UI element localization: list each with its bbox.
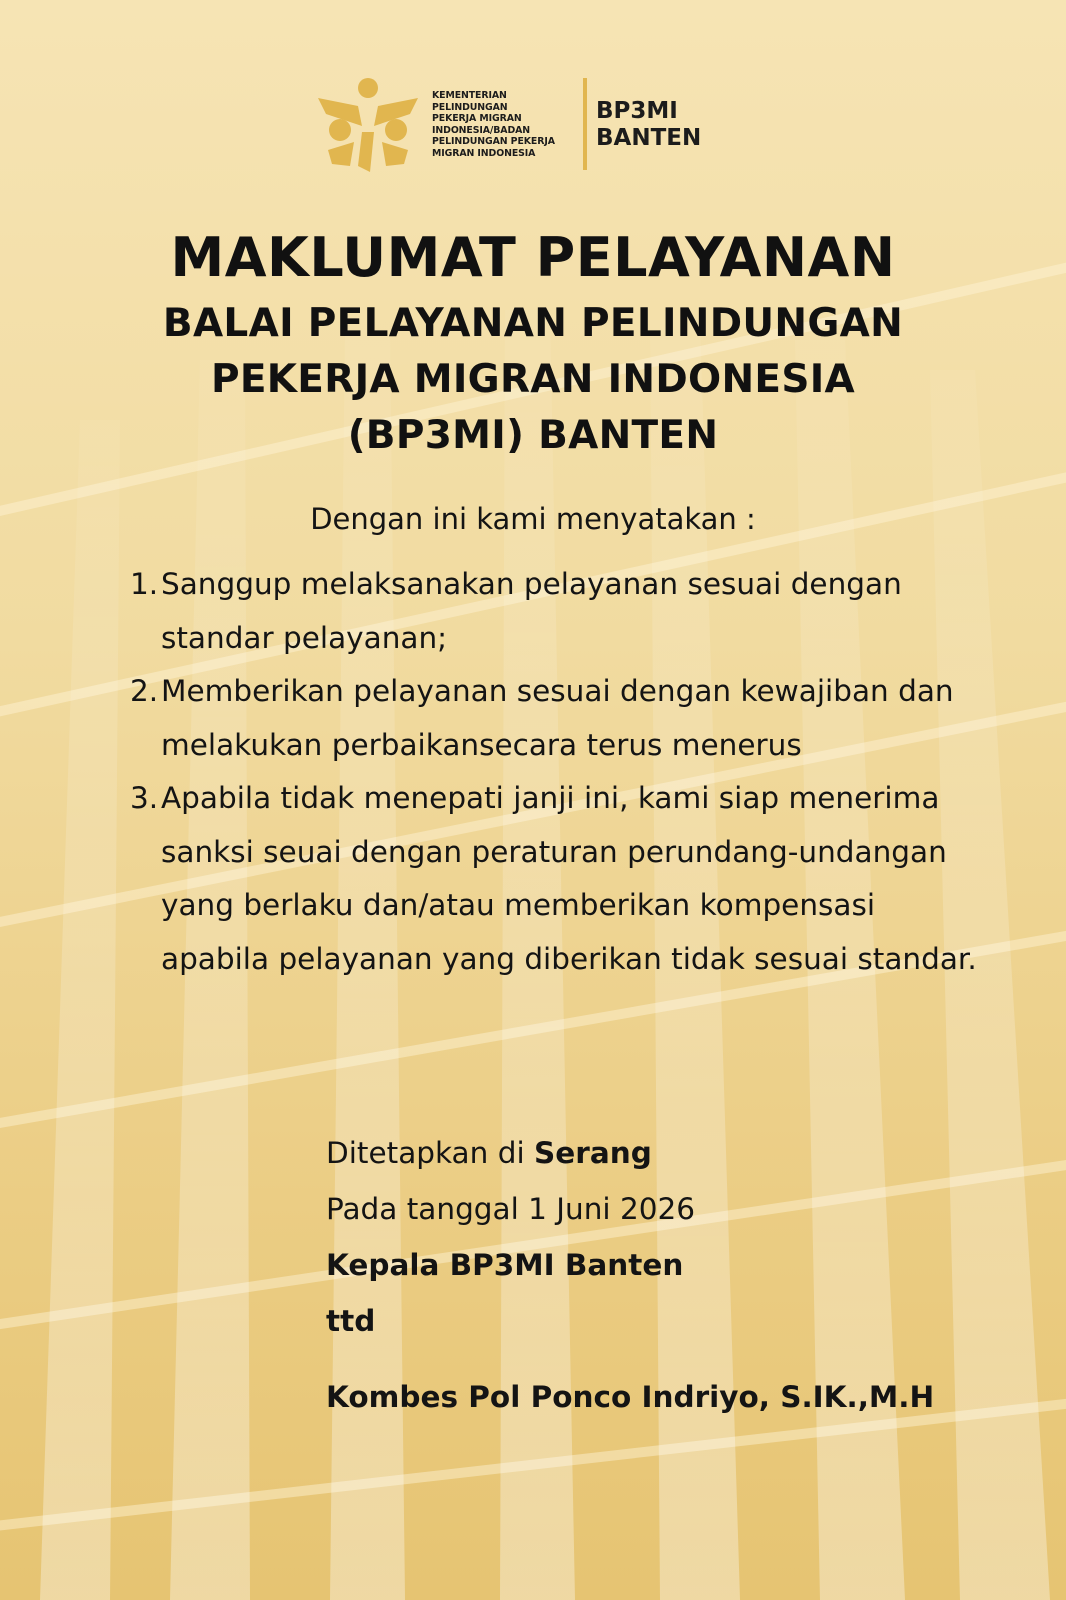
ministry-line: PELINDUNGAN bbox=[432, 101, 508, 113]
signatory-position: Kepala BP3MI Banten bbox=[326, 1248, 684, 1282]
signatory-name: Kombes Pol Ponco Indriyo, S.IK.,M.H bbox=[326, 1380, 935, 1414]
agency-line: BANTEN bbox=[596, 125, 702, 151]
place-prefix: Ditetapkan di bbox=[326, 1136, 535, 1170]
item-number: 1. bbox=[130, 567, 159, 601]
item-text: Apabila tidak menepati janji ini, kami siap menerima sanksi seuai dengan peraturan perundang-undangan yang berlaku dan/atau memberikan kompensasi apabila pelayanan yang diberikan tidak sesuai standar. bbox=[161, 781, 977, 976]
subtitle-line: (BP3MI) BANTEN bbox=[347, 413, 719, 458]
item-text: Memberikan pelayanan sesuai dengan kewajiban dan melakukan perbaikansecara terus menerus bbox=[161, 674, 954, 762]
ministry-line: MIGRAN INDONESIA bbox=[432, 147, 536, 159]
list-item bbox=[130, 558, 1010, 665]
list-item bbox=[130, 665, 1010, 772]
established-date: Pada tanggal 1 Juni 2026 bbox=[326, 1192, 696, 1226]
item-number: 3. bbox=[130, 781, 159, 815]
item-number: 2. bbox=[130, 674, 159, 708]
subtitle-line: BALAI PELAYANAN PELINDUNGAN bbox=[162, 301, 904, 346]
ministry-emblem-icon bbox=[318, 76, 418, 172]
ministry-name bbox=[432, 90, 592, 159]
intro-text: Dengan ini kami menyatakan : bbox=[310, 502, 756, 536]
subtitle-line: PEKERJA MIGRAN INDONESIA bbox=[210, 357, 856, 402]
established-place bbox=[326, 1134, 1026, 1190]
page-subtitle bbox=[0, 296, 1066, 464]
ministry-line: KEMENTERIAN bbox=[432, 90, 507, 101]
list-item bbox=[130, 772, 1010, 986]
place-name: Serang bbox=[534, 1136, 652, 1170]
ministry-line: PELINDUNGAN PEKERJA bbox=[432, 136, 555, 147]
ministry-line: PEKERJA MIGRAN bbox=[432, 113, 522, 124]
item-text: Sanggup melaksanakan pelayanan sesuai dengan standar pelayanan; bbox=[161, 567, 902, 655]
agency-name bbox=[596, 98, 701, 152]
header-logo bbox=[318, 76, 718, 172]
commitment-list bbox=[130, 558, 1010, 986]
signature-ttd: ttd bbox=[326, 1304, 376, 1338]
page-title: MAKLUMAT PELAYANAN bbox=[170, 226, 896, 289]
logo-divider bbox=[583, 78, 587, 170]
signature-block bbox=[326, 1134, 1026, 1434]
ministry-line: INDONESIA/BADAN bbox=[432, 124, 531, 136]
agency-line: BP3MI bbox=[596, 98, 678, 124]
